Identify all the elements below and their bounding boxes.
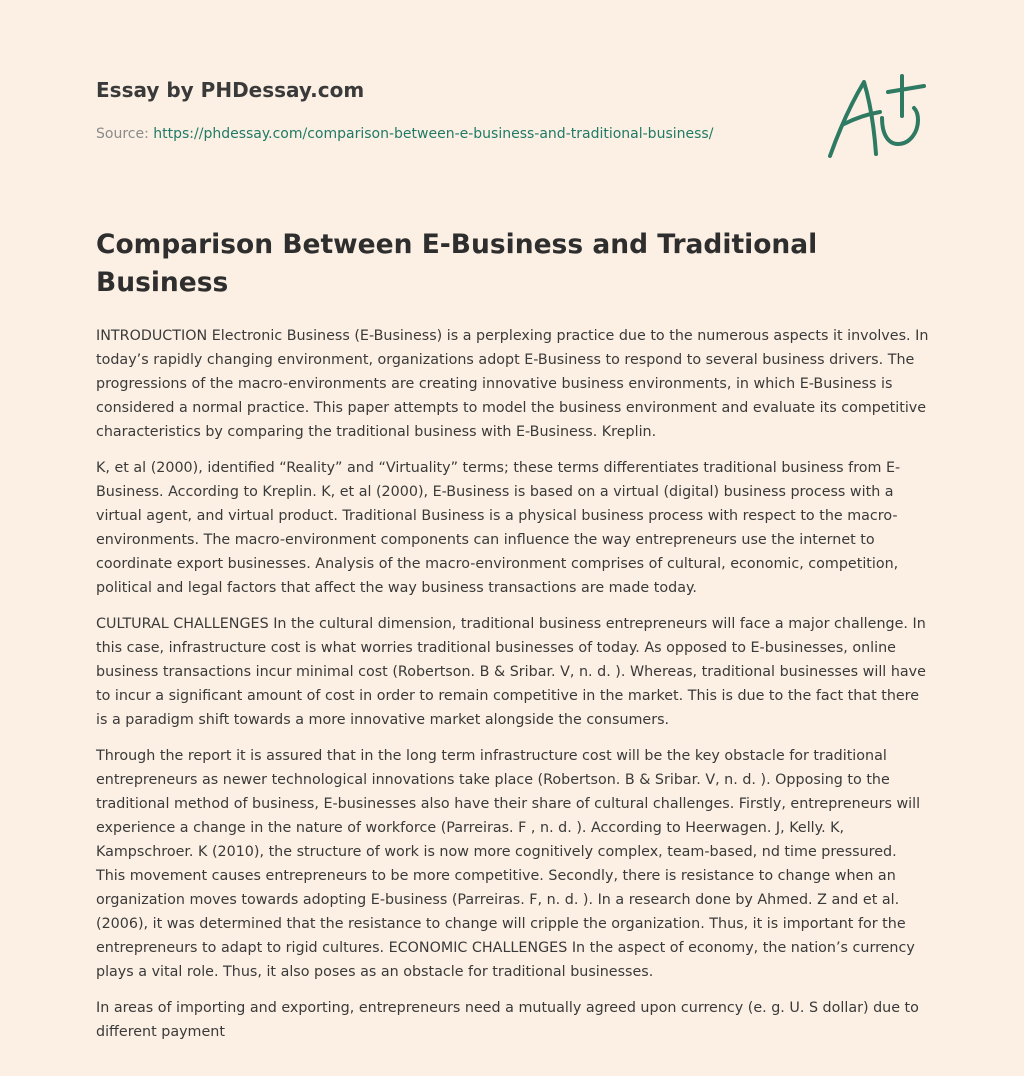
source-line bbox=[96, 124, 816, 144]
paragraph: In areas of importing and exporting, entrepreneurs need a mutually agreed upon currency (e. g. U. S dollar) due to different payment bbox=[96, 1000, 919, 1040]
a-plus-grade-icon bbox=[824, 68, 928, 164]
article-title: Comparison Between E-Business and Traditional Business bbox=[96, 229, 818, 298]
paragraph: Through the report it is assured that in the long term infrastructure cost will be the key obstacle for traditional entrepreneurs as newer technological innovations take place (Robertson. B & Sribar. V, n. d. ). Opposing to the traditional method of business, E-businesses also have their share of cultural challenges. Firstly, entrepreneurs will experience a change in the nature of workforce (Parreiras. F , n. d. ). According to Heerwagen. J, Kelly. K, Kampschroer. K (2010), the structure of work is now more cognitively complex, team-based, nd time pressured. This movement causes entrepreneurs to be more competitive. Secondly, there is resistance to change when an organization moves towards adopting E-business (Parreiras. F, n. d. ). In a research done by Ahmed. Z and et al. (2006), it was determined that the resistance to change will cripple the organization. Thus, it is important for the entrepreneurs to adapt to rigid cultures. ECONOMIC CHALLENGES In the aspect of economy, the nation’s currency plays a vital role. Thus, it also poses as an obstacle for traditional businesses. bbox=[96, 748, 921, 980]
article-body bbox=[96, 324, 930, 1056]
paragraph: CULTURAL CHALLENGES In the cultural dimension, traditional business entrepreneurs will face a major challenge. In this case, infrastructure cost is what worries traditional businesses of today. As opposed to E-businesses, online business transactions incur minimal cost (Robertson. B & Sribar. V, n. d. ). Whereas, traditional businesses will have to incur a significant amount of cost in order to remain competitive in the market. This is due to the fact that there is a paradigm shift towards a more innovative market alongside the consumers. bbox=[96, 616, 926, 728]
page-header bbox=[96, 76, 816, 144]
source-label: Source: bbox=[96, 126, 149, 142]
paragraph: INTRODUCTION Electronic Business (E-Business) is a perplexing practice due to the numerous aspects it involves. In today’s rapidly changing environment, organizations adopt E-Business to respond to several business drivers. The progressions of the macro-environments are creating innovative business environments, in which E-Business is considered a normal practice. This paper attempts to model the business environment and evaluate its competitive characteristics by comparing the traditional business with E-Business. Kreplin. bbox=[96, 328, 929, 440]
site-brand: Essay by PHDessay.com bbox=[96, 78, 365, 102]
paragraph: K, et al (2000), identified “Reality” and “Virtuality” terms; these terms differentiates traditional business from E-Business. According to Kreplin. K, et al (2000), E-Business is based on a virtual (digital) business process with a virtual agent, and virtual product. Traditional Business is a physical business process with respect to the macro-environments. The macro-environment components can influence the way entrepreneurs use the internet to coordinate export businesses. Analysis of the macro-environment comprises of cultural, economic, competition, political and legal factors that affect the way business transactions are made today. bbox=[96, 460, 901, 596]
source-link[interactable]: https://phdessay.com/comparison-between-e-business-and-traditional-business/ bbox=[153, 126, 714, 142]
